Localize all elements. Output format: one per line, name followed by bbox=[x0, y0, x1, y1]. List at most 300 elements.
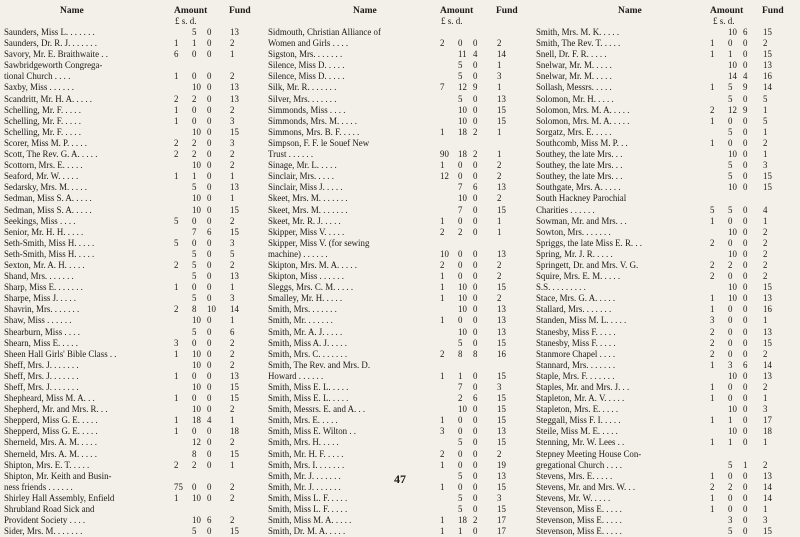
amount-shillings: 2 bbox=[192, 137, 197, 148]
fund-number: 2 bbox=[230, 38, 235, 49]
amount-shillings: 0 bbox=[728, 492, 733, 503]
list-item bbox=[268, 182, 533, 193]
donor-name: Shand, Mrs. . . . . . . bbox=[4, 271, 74, 282]
donor-name: Snelwar, Mr. M. . . . . bbox=[536, 60, 612, 71]
amount-shillings: 0 bbox=[192, 282, 197, 293]
amount-pence: 0 bbox=[473, 415, 478, 426]
list-item bbox=[268, 271, 533, 282]
header-amount: Amount bbox=[174, 6, 208, 16]
amount-pence: 6 bbox=[207, 226, 212, 237]
donor-name: Sider, Mrs. M. . . . . . . bbox=[4, 526, 83, 537]
list-item bbox=[4, 60, 266, 71]
amount-pounds: 2 bbox=[710, 237, 715, 248]
donor-name: Saunders, Dr. R. J. . . . . . . bbox=[4, 38, 97, 49]
amount-shillings: 0 bbox=[192, 370, 197, 381]
amount-pence: 0 bbox=[207, 193, 212, 204]
list-item bbox=[268, 227, 533, 238]
donor-name: Silver, Mrs. . . . . . . bbox=[268, 93, 337, 104]
list-item bbox=[536, 116, 798, 127]
list-item bbox=[536, 193, 798, 204]
amount-pence: 0 bbox=[473, 326, 478, 337]
amount-shillings: 2 bbox=[728, 481, 733, 492]
amount-pounds: 2 bbox=[440, 259, 445, 270]
amount-pence: 0 bbox=[743, 171, 748, 182]
amount-pence: 0 bbox=[473, 215, 478, 226]
amount-shillings: 10 bbox=[192, 359, 201, 370]
fund-number: 15 bbox=[230, 526, 239, 537]
fund-number: 3 bbox=[763, 404, 768, 415]
donor-name: Smith, Mr. A. J. . . . . bbox=[268, 326, 343, 337]
list-item bbox=[4, 138, 266, 149]
donor-name: Smith, Mrs. . . . . . . bbox=[268, 304, 337, 315]
list-item bbox=[4, 127, 266, 138]
list-item bbox=[536, 71, 798, 82]
donor-name: Sheen Hall Girls' Bible Class . . bbox=[4, 348, 117, 359]
amount-shillings: 5 bbox=[458, 337, 463, 348]
amount-pence: 0 bbox=[473, 104, 478, 115]
fund-number: 15 bbox=[497, 282, 506, 293]
amount-pence: 0 bbox=[473, 71, 478, 82]
amount-shillings: 0 bbox=[458, 259, 463, 270]
amount-shillings: 10 bbox=[192, 515, 201, 526]
amount-pence: 0 bbox=[743, 393, 748, 404]
donor-name: Scottorn, Mrs. E. . . . . bbox=[4, 160, 83, 171]
amount-pounds: 1 bbox=[174, 415, 179, 426]
amount-shillings: 10 bbox=[192, 348, 201, 359]
amount-pence: 0 bbox=[207, 404, 212, 415]
amount-pounds: 2 bbox=[440, 348, 445, 359]
amount-pence: 2 bbox=[473, 149, 478, 160]
amount-pounds: 1 bbox=[440, 515, 445, 526]
amount-pence: 0 bbox=[743, 326, 748, 337]
donor-name: Smith, Miss E. L. . . . . bbox=[268, 382, 349, 392]
amount-shillings: 0 bbox=[728, 393, 733, 404]
amount-pence: 0 bbox=[473, 293, 478, 304]
fund-number: 13 bbox=[763, 326, 772, 337]
fund-number: 13 bbox=[763, 370, 772, 381]
fund-number: 2 bbox=[763, 38, 768, 49]
donor-name: Saxby, Miss . . . . . . bbox=[4, 82, 74, 93]
list-item bbox=[4, 360, 266, 371]
list-item bbox=[536, 437, 798, 448]
donor-name: Smith, Mrs. H. . . . . bbox=[268, 437, 339, 448]
column-header bbox=[536, 6, 798, 27]
donor-name: Sheff, Mrs. J. . . . . . . bbox=[4, 359, 79, 370]
amount-pounds: 6 bbox=[174, 49, 179, 60]
donor-name: machine) . . . . . . bbox=[268, 248, 328, 259]
list-item bbox=[4, 260, 266, 271]
fund-number: 2 bbox=[230, 160, 235, 171]
donor-name: Smith, Mr. J. . . . . . . bbox=[268, 470, 341, 481]
fund-number: 3 bbox=[763, 515, 768, 526]
amount-pence: 0 bbox=[743, 526, 748, 537]
donor-name: Smith, The Rev. and Mrs. D. bbox=[268, 359, 371, 370]
donor-name: Sedman, Miss S. A. . . . . bbox=[4, 204, 92, 215]
list-item bbox=[536, 127, 798, 138]
fund-number: 1 bbox=[230, 315, 235, 326]
donor-name: Seth-Smith, Miss H. . . . . bbox=[4, 248, 95, 259]
amount-shillings: 10 bbox=[458, 115, 467, 126]
fund-number: 2 bbox=[230, 215, 235, 226]
list-item bbox=[4, 238, 266, 249]
amount-pounds: 1 bbox=[440, 215, 445, 226]
amount-shillings: 5 bbox=[458, 93, 463, 104]
list-item bbox=[4, 171, 266, 182]
amount-pence: 0 bbox=[743, 60, 748, 71]
donor-name: Senior, Mr. H. H. . . . . bbox=[4, 226, 84, 237]
amount-pence: 0 bbox=[207, 104, 212, 115]
amount-pounds: 1 bbox=[440, 370, 445, 381]
amount-shillings: 0 bbox=[192, 393, 197, 404]
amount-shillings: 5 bbox=[728, 93, 733, 104]
amount-pence: 0 bbox=[207, 237, 212, 248]
amount-pounds: 1 bbox=[710, 115, 715, 126]
amount-pence: 4 bbox=[207, 415, 212, 426]
amount-shillings: 10 bbox=[728, 182, 737, 193]
amount-shillings: 3 bbox=[728, 515, 733, 526]
fund-number: 2 bbox=[497, 38, 502, 49]
donor-name: Snell, Dr. F. R. . . . . bbox=[536, 49, 607, 60]
fund-number: 3 bbox=[230, 293, 235, 304]
donor-name: Shepheard, Miss M. A. . . bbox=[4, 393, 95, 404]
list-item bbox=[536, 304, 798, 315]
donor-name: Sharpe, Miss J. . . . . bbox=[4, 293, 76, 304]
amount-pounds: 2 bbox=[174, 459, 179, 470]
amount-pounds: 1 bbox=[710, 49, 715, 60]
amount-pounds: 1 bbox=[710, 293, 715, 304]
fund-number: 2 bbox=[230, 259, 235, 270]
amount-pounds: 1 bbox=[710, 393, 715, 404]
fund-number: 2 bbox=[230, 149, 235, 160]
fund-number: 13 bbox=[230, 182, 239, 193]
list-item bbox=[4, 216, 266, 227]
list-item bbox=[536, 49, 798, 60]
amount-pence: 0 bbox=[207, 38, 212, 49]
amount-pounds: 2 bbox=[174, 93, 179, 104]
header-amount: Amount bbox=[710, 6, 744, 16]
fund-number: 14 bbox=[763, 492, 772, 503]
donor-name: Steile, Miss M. E. . . . . bbox=[536, 426, 618, 437]
amount-pence: 0 bbox=[207, 171, 212, 182]
donor-name: Trust . . . . . . bbox=[268, 149, 314, 160]
amount-shillings: 10 bbox=[458, 104, 467, 115]
column-header bbox=[4, 6, 266, 27]
amount-pence: 0 bbox=[743, 437, 748, 448]
list-item bbox=[268, 449, 533, 460]
amount-shillings: 5 bbox=[192, 271, 197, 282]
amount-pounds: 1 bbox=[174, 370, 179, 381]
list-item bbox=[4, 105, 266, 116]
amount-shillings: 10 bbox=[458, 304, 467, 315]
list-item bbox=[536, 38, 798, 49]
fund-number: 1 bbox=[230, 282, 235, 293]
amount-shillings: 5 bbox=[458, 492, 463, 503]
donor-name: Squire, Mrs. E. M. . . . . bbox=[536, 271, 621, 282]
fund-number: 2 bbox=[230, 437, 235, 448]
list-item bbox=[536, 404, 798, 415]
donor-name: Smith, Mr. J. . . . . . . bbox=[268, 481, 341, 492]
fund-number: 1 bbox=[497, 226, 502, 237]
amount-shillings: 0 bbox=[192, 71, 197, 82]
list-item bbox=[268, 504, 533, 515]
amount-shillings: 2 bbox=[728, 259, 733, 270]
amount-shillings: 10 bbox=[192, 126, 201, 137]
fund-number: 1 bbox=[763, 315, 768, 326]
donor-name: Seth-Smith, Miss H. . . . . bbox=[4, 237, 95, 248]
amount-pounds: 1 bbox=[440, 293, 445, 304]
amount-pounds: 2 bbox=[174, 304, 179, 315]
list-item bbox=[536, 327, 798, 338]
donor-name: S.S. . . . . . . . . bbox=[536, 282, 586, 293]
list-item bbox=[268, 437, 533, 448]
amount-pence: 0 bbox=[207, 82, 212, 93]
amount-shillings: 10 bbox=[728, 226, 737, 237]
donor-name: Women and Girls . . . . bbox=[268, 38, 349, 49]
donor-name: Skipton, Mrs. M. A. . . . . bbox=[268, 259, 358, 270]
fund-number: 13 bbox=[230, 27, 239, 37]
amount-pence: 0 bbox=[473, 115, 478, 126]
amount-pence: 0 bbox=[743, 492, 748, 503]
amount-shillings: 0 bbox=[728, 348, 733, 359]
fund-number: 18 bbox=[763, 426, 772, 437]
amount-shillings: 0 bbox=[728, 137, 733, 148]
fund-number: 1 bbox=[763, 104, 768, 115]
amount-pence: 0 bbox=[743, 137, 748, 148]
list-item bbox=[268, 238, 533, 249]
fund-number: 15 bbox=[230, 393, 239, 404]
donor-name: Smith, Mrs. I. . . . . . . bbox=[268, 459, 345, 470]
fund-number: 6 bbox=[230, 326, 235, 337]
header-name: Name bbox=[618, 6, 642, 16]
fund-number: 14 bbox=[763, 359, 772, 370]
list-item bbox=[4, 249, 266, 260]
amount-shillings: 10 bbox=[192, 404, 201, 415]
amount-pence: 0 bbox=[207, 492, 212, 503]
amount-pence: 0 bbox=[207, 115, 212, 126]
list-item bbox=[268, 338, 533, 349]
amount-pounds: 1 bbox=[174, 393, 179, 404]
amount-shillings: 5 bbox=[458, 60, 463, 71]
header-lsd: £ s. d. bbox=[175, 16, 197, 26]
amount-pounds: 1 bbox=[710, 382, 715, 392]
amount-pence: 0 bbox=[743, 348, 748, 359]
list-item bbox=[536, 360, 798, 371]
donor-name: Scott, The Rev. G. A. . . . . bbox=[4, 149, 98, 160]
amount-pounds: 1 bbox=[710, 437, 715, 448]
donor-name: Simmonds, Miss . . . . bbox=[268, 104, 346, 115]
amount-pounds: 1 bbox=[440, 481, 445, 492]
fund-number: 15 bbox=[230, 448, 239, 459]
fund-number: 14 bbox=[230, 304, 239, 315]
amount-pence: 9 bbox=[743, 104, 748, 115]
amount-pounds: 1 bbox=[710, 82, 715, 93]
amount-pounds: 2 bbox=[710, 481, 715, 492]
list-item bbox=[536, 349, 798, 360]
header-name: Name bbox=[353, 6, 377, 16]
amount-pence: 0 bbox=[207, 315, 212, 326]
list-item bbox=[268, 260, 533, 271]
fund-number: 15 bbox=[763, 282, 772, 293]
donor-name: Saunders, Miss L. . . . . . . bbox=[4, 27, 95, 37]
list-item bbox=[4, 460, 266, 471]
list-item bbox=[268, 415, 533, 426]
amount-pence: 0 bbox=[473, 470, 478, 481]
fund-number: 15 bbox=[497, 415, 506, 426]
amount-pounds: 12 bbox=[440, 171, 449, 182]
amount-pence: 0 bbox=[473, 193, 478, 204]
amount-pence: 0 bbox=[743, 337, 748, 348]
page-number: 47 bbox=[394, 472, 406, 486]
list-item bbox=[536, 216, 798, 227]
donor-name: Smith, Dr. M. A. . . . . bbox=[268, 526, 346, 537]
list-item bbox=[536, 238, 798, 249]
fund-number: 15 bbox=[497, 393, 506, 404]
amount-pounds: 1 bbox=[710, 304, 715, 315]
donor-name: Shavrin, Mrs. . . . . . . bbox=[4, 304, 80, 315]
list-item bbox=[268, 216, 533, 227]
fund-number: 2 bbox=[497, 193, 502, 204]
amount-shillings: 0 bbox=[458, 415, 463, 426]
donor-name: Sherneld, Mrs. A. M. . . . . bbox=[4, 437, 97, 448]
fund-number: 13 bbox=[230, 93, 239, 104]
amount-pence: 0 bbox=[743, 204, 748, 215]
list-item bbox=[268, 71, 533, 82]
list-item bbox=[4, 504, 266, 515]
amount-pence: 0 bbox=[207, 248, 212, 259]
amount-pounds: 1 bbox=[710, 137, 715, 148]
donor-name: Smith, Miss L. F. . . . . bbox=[268, 504, 348, 515]
list-item bbox=[268, 304, 533, 315]
donor-name: Stepney Meeting House Con- bbox=[536, 448, 642, 459]
amount-shillings: 10 bbox=[728, 149, 737, 160]
amount-shillings: 2 bbox=[192, 93, 197, 104]
donor-name: Shipton, Mrs. E. T. . . . . bbox=[4, 459, 90, 470]
amount-pence: 0 bbox=[743, 293, 748, 304]
fund-number: 1 bbox=[763, 215, 768, 226]
amount-shillings: 0 bbox=[728, 271, 733, 282]
amount-pence: 0 bbox=[473, 526, 478, 537]
amount-pence: 0 bbox=[743, 415, 748, 426]
amount-shillings: 12 bbox=[458, 82, 467, 93]
list-item bbox=[268, 282, 533, 293]
donor-name: Sollash, Messrs. . . . . bbox=[536, 82, 612, 93]
fund-number: 2 bbox=[230, 481, 235, 492]
list-item bbox=[4, 38, 266, 49]
amount-shillings: 10 bbox=[728, 370, 737, 381]
fund-number: 15 bbox=[230, 382, 239, 392]
amount-shillings: 5 bbox=[192, 293, 197, 304]
amount-pence: 0 bbox=[207, 437, 212, 448]
list-item bbox=[536, 249, 798, 260]
donor-name: Stevenson, Miss E. . . . . bbox=[536, 515, 622, 526]
amount-shillings: 5 bbox=[728, 126, 733, 137]
list-item bbox=[4, 82, 266, 93]
list-item bbox=[536, 449, 798, 460]
amount-pence: 0 bbox=[743, 404, 748, 415]
list-item bbox=[268, 60, 533, 71]
amount-pence: 0 bbox=[207, 293, 212, 304]
fund-number: 1 bbox=[763, 437, 768, 448]
fund-number: 13 bbox=[497, 326, 506, 337]
list-item bbox=[268, 160, 533, 171]
amount-shillings: 0 bbox=[728, 470, 733, 481]
donor-name: Smith, Mrs. M. K. . . . . bbox=[536, 27, 620, 37]
donor-name: Shipton, Mr. Keith and Busin- bbox=[4, 470, 112, 481]
amount-pence: 0 bbox=[207, 326, 212, 337]
fund-number: 17 bbox=[763, 415, 772, 426]
amount-pounds: 2 bbox=[710, 348, 715, 359]
amount-pence: 0 bbox=[207, 182, 212, 193]
amount-pounds: 5 bbox=[710, 204, 715, 215]
list-item bbox=[536, 27, 798, 38]
fund-number: 15 bbox=[497, 337, 506, 348]
amount-shillings: 0 bbox=[458, 481, 463, 492]
donor-name: Smith, The Rev. T. . . . . bbox=[536, 38, 621, 49]
amount-shillings: 5 bbox=[728, 160, 733, 171]
fund-number: 2 bbox=[230, 348, 235, 359]
amount-pence: 0 bbox=[743, 271, 748, 282]
donor-name: Sherneld, Mrs. A. M. . . . . bbox=[4, 448, 97, 459]
amount-shillings: 1 bbox=[728, 49, 733, 60]
list-item bbox=[536, 382, 798, 393]
donor-name: Stevenson, Miss E. . . . . bbox=[536, 526, 622, 537]
column-rows bbox=[268, 27, 533, 537]
donor-name: Charities . . . . . . bbox=[536, 204, 595, 215]
header-fund: Fund bbox=[762, 6, 784, 16]
fund-number: 5 bbox=[763, 115, 768, 126]
list-item bbox=[4, 493, 266, 504]
donor-name: gregational Church . . . . bbox=[536, 459, 623, 470]
fund-number: 2 bbox=[497, 259, 502, 270]
donor-name: Staple, Mrs. F. . . . . . . bbox=[536, 370, 615, 381]
amount-pounds: 1 bbox=[710, 215, 715, 226]
list-item bbox=[268, 526, 533, 537]
amount-shillings: 0 bbox=[728, 326, 733, 337]
donor-name: Shepperd, Miss G. E. . . . . bbox=[4, 426, 98, 437]
donor-name: Sowton, Mrs. . . . . . . bbox=[536, 226, 611, 237]
amount-shillings: 0 bbox=[458, 448, 463, 459]
column-3 bbox=[536, 6, 798, 537]
list-item bbox=[4, 338, 266, 349]
fund-number: 2 bbox=[230, 359, 235, 370]
amount-shillings: 10 bbox=[192, 82, 201, 93]
donor-name: Simpson, F. F. le Souef New bbox=[268, 137, 370, 148]
donor-name: Silence, Miss D. . . . . bbox=[268, 60, 345, 71]
donor-name: Standen, Miss M. L. . . . . bbox=[536, 315, 627, 326]
amount-pence: 0 bbox=[473, 38, 478, 49]
amount-pounds: 1 bbox=[710, 415, 715, 426]
fund-number: 3 bbox=[230, 115, 235, 126]
fund-number: 2 bbox=[763, 271, 768, 282]
fund-number: 15 bbox=[497, 437, 506, 448]
donor-name: Seekings, Miss . . . . bbox=[4, 215, 76, 226]
fund-number: 1 bbox=[763, 393, 768, 404]
donor-name: Sowman, Mr. and Mrs. . . bbox=[536, 215, 627, 226]
fund-number: 1 bbox=[763, 126, 768, 137]
amount-shillings: 2 bbox=[192, 149, 197, 160]
donor-name: Smith, Mr. H. F. . . . . bbox=[268, 448, 344, 459]
amount-pence: 0 bbox=[743, 304, 748, 315]
amount-pence: 0 bbox=[207, 348, 212, 359]
list-item bbox=[268, 327, 533, 338]
amount-pence: 0 bbox=[743, 160, 748, 171]
amount-shillings: 0 bbox=[192, 481, 197, 492]
fund-number: 15 bbox=[763, 171, 772, 182]
amount-pence: 0 bbox=[743, 226, 748, 237]
donor-name: Stapleton, Mr. A. V. . . . . bbox=[536, 393, 625, 404]
amount-shillings: 10 bbox=[458, 293, 467, 304]
fund-number: 15 bbox=[497, 404, 506, 415]
